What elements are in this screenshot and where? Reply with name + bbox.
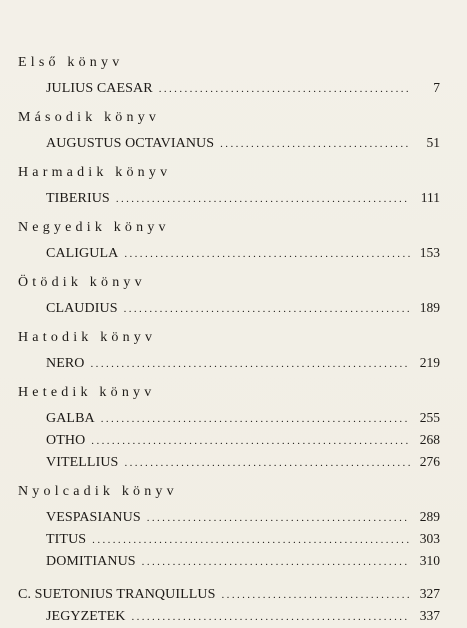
dot-leader: [131, 606, 410, 628]
book-heading: Nyolcadik könyv: [18, 484, 178, 499]
dot-leader: [101, 408, 410, 430]
book-heading: Ötödik könyv: [18, 275, 146, 290]
toc-entry: [18, 583, 440, 605]
toc-entry-title: OTHO: [46, 433, 86, 448]
dot-leader: [91, 353, 410, 375]
toc-entry: [46, 550, 440, 572]
toc-entry: [46, 451, 440, 473]
dot-leader: [147, 507, 410, 529]
dot-leader: [92, 529, 410, 551]
toc-entry-page: 289: [419, 509, 440, 524]
toc-entry-title: TIBERIUS: [46, 191, 110, 206]
toc-entry: [46, 407, 440, 429]
book-heading: Negyedik könyv: [18, 220, 170, 235]
dot-leader: [142, 551, 410, 573]
toc-entry: [46, 297, 440, 319]
toc-entry: [46, 506, 440, 528]
toc-entry-page: 255: [419, 410, 440, 425]
toc-entry: [46, 429, 440, 451]
book-heading: Hatodik könyv: [18, 330, 157, 345]
toc-entry-title: TITUS: [46, 532, 87, 547]
toc-entry-title: NERO: [46, 356, 85, 371]
dot-leader: [220, 133, 410, 155]
table-of-contents: [18, 55, 444, 627]
toc-entry: [46, 132, 440, 154]
toc-entry-page: 276: [419, 454, 440, 469]
book-heading: Harmadik könyv: [18, 165, 172, 180]
dot-leader: [222, 584, 410, 606]
toc-entry-title: GALBA: [46, 411, 95, 426]
dot-leader: [124, 452, 410, 474]
toc-entry-page: 337: [419, 608, 440, 623]
toc-entry-title: DOMITIANUS: [46, 554, 136, 569]
toc-entry-title: VITELLIUS: [46, 455, 119, 470]
toc-entry-title: JULIUS CAESAR: [46, 81, 153, 96]
toc-entry-title: JEGYZETEK: [46, 609, 126, 624]
toc-entry-title: VESPASIANUS: [46, 510, 141, 525]
toc-entry-page: 111: [420, 190, 440, 205]
toc-entry-page: 219: [419, 355, 440, 370]
book-heading: Hetedik könyv: [18, 385, 156, 400]
toc-entry-page: 7: [433, 80, 440, 95]
toc-entry: [46, 605, 440, 627]
toc-entry-page: 303: [419, 531, 440, 546]
dot-leader: [124, 243, 410, 265]
toc-entry-title: CALIGULA: [46, 246, 119, 261]
toc-entry: [46, 242, 440, 264]
book-heading: Első könyv: [18, 55, 124, 70]
toc-entry-title: C. SUETONIUS TRANQUILLUS: [18, 587, 216, 602]
toc-entry-title: AUGUSTUS OCTAVIANUS: [46, 136, 215, 151]
dot-leader: [116, 188, 410, 210]
toc-entry: [46, 528, 440, 550]
toc-entry: [46, 77, 440, 99]
toc-entry-page: 153: [419, 245, 440, 260]
dot-leader: [124, 298, 410, 320]
toc-entry-page: 268: [419, 432, 440, 447]
dot-leader: [91, 430, 410, 452]
book-heading: Második könyv: [18, 110, 161, 125]
toc-entry-title: CLAUDIUS: [46, 301, 118, 316]
toc-entry: [46, 187, 440, 209]
toc-entry-page: 327: [419, 586, 440, 601]
toc-entry-page: 189: [419, 300, 440, 315]
toc-entry: [46, 352, 440, 374]
toc-entry-page: 310: [419, 553, 440, 568]
toc-entry-page: 51: [426, 135, 440, 150]
dot-leader: [159, 78, 410, 100]
